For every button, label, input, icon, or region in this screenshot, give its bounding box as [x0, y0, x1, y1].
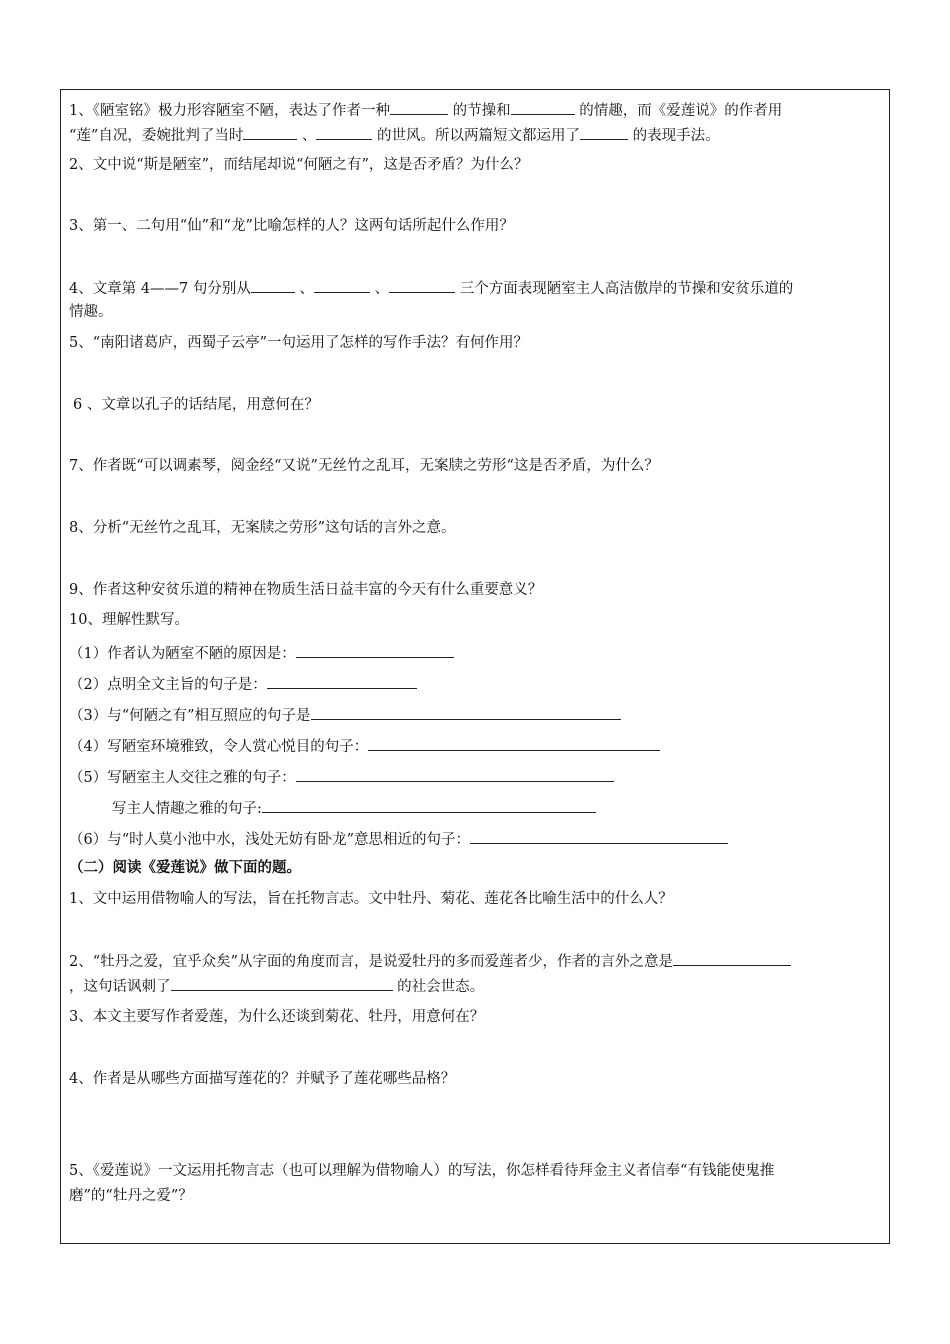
question-text: “莲”自况，委婉批判了当时 [69, 128, 244, 144]
question-text: 的节操和 [452, 103, 511, 119]
question-text: （6）与“时人莫小池中水，浅处无妨有卧龙”意思相近的句子： [69, 832, 471, 848]
question-9: 9、作者这种安贫乐道的精神在物质生活日益丰富的今天有什么重要意义？ [69, 582, 543, 598]
section-2-question-2-line-1 [69, 950, 791, 972]
question-4-line-1 [69, 277, 793, 299]
question-10: 10、理解性默写。 [69, 612, 189, 628]
section-2-question-2-line-2 [69, 975, 484, 997]
answer-blank[interactable] [262, 797, 596, 813]
question-text: （3）与“何陋之有”相互照应的句子是 [69, 708, 311, 724]
answer-blank[interactable] [389, 277, 455, 293]
question-7: 7、作者既“可以调素琴，阅金经“又说”无丝竹之乱耳，无案牍之劳形“这是否矛盾，为什么？ [69, 458, 659, 474]
question-text: （1）作者认为陋室不陋的原因是： [69, 646, 296, 662]
question-10-1 [69, 642, 454, 664]
answer-blank[interactable] [314, 277, 370, 293]
answer-blank[interactable] [171, 975, 393, 991]
question-10-5 [69, 766, 614, 788]
question-8: 8、分析“无丝竹之乱耳，无案牍之劳形”这句话的言外之意。 [69, 520, 456, 536]
question-text: 的表现手法。 [632, 128, 720, 144]
question-10-2 [69, 673, 417, 695]
answer-blank[interactable] [390, 99, 448, 115]
section-2-question-5-line-1: 5、《爱莲说》一文运用托物言志（也可以理解为借物喻人）的写法，你怎样看待拜金主义者信奉“有钱能使鬼推 [69, 1163, 775, 1179]
section-2-question-5-line-2: 磨”的“牡丹之爱”？ [69, 1188, 193, 1204]
question-10-6 [69, 828, 728, 850]
question-text: 的世风。所以两篇短文都运用了 [377, 128, 581, 144]
answer-blank[interactable] [470, 828, 728, 844]
question-text: 、 [301, 128, 317, 144]
section-2-question-4: 4、作者是从哪些方面描写莲花的？并赋予了莲花哪些品格？ [69, 1071, 456, 1087]
answer-blank[interactable] [311, 704, 621, 720]
answer-blank[interactable] [243, 124, 297, 140]
answer-blank[interactable] [267, 673, 417, 689]
section-2-question-3: 3、本文主要写作者爱莲，为什么还谈到菊花、牡丹，用意何在？ [69, 1009, 485, 1025]
answer-blank[interactable] [673, 950, 791, 966]
question-text: ，这句话讽刺了 [69, 979, 171, 995]
answer-blank[interactable] [296, 642, 454, 658]
answer-blank[interactable] [251, 277, 295, 293]
question-10-5b [112, 797, 596, 819]
answer-blank[interactable] [511, 99, 575, 115]
question-text: 的情趣，而《爱莲说》的作者用 [579, 103, 783, 119]
question-text: 三个方面表现陋室主人高洁傲岸的节操和安贫乐道的 [459, 281, 794, 297]
question-1-line-1 [69, 99, 782, 121]
question-text: 2、“牡丹之爱，宜乎众矣”从字面的角度而言，是说爱牡丹的多而爱莲者少，作者的言外之意是 [69, 954, 674, 970]
question-2: 2、文中说“斯是陋室”，而结尾却说“何陋之有”，这是否矛盾？为什么？ [69, 157, 529, 173]
answer-blank[interactable] [580, 124, 628, 140]
question-10-3 [69, 704, 621, 726]
question-text: （5）写陋室主人交往之雅的句子： [69, 770, 296, 786]
section-2-heading: （二）阅读《爱莲说》做下面的题。 [69, 859, 301, 876]
question-text: （4）写陋室环境雅致，令人赏心悦目的句子： [69, 739, 369, 755]
answer-blank[interactable] [368, 735, 660, 751]
question-4-line-2: 情趣。 [69, 304, 113, 320]
question-text: 、 [374, 281, 390, 297]
question-text: （2）点明全文主旨的句子是： [69, 677, 267, 693]
question-10-4 [69, 735, 660, 757]
question-5: 5、“南阳诸葛庐，西蜀子云亭”一句运用了怎样的写作手法？有何作用？ [69, 335, 529, 351]
answer-blank[interactable] [316, 124, 372, 140]
question-text: 、 [299, 281, 315, 297]
question-text: 4、文章第 4——7 句分别从 [69, 281, 251, 297]
question-text: 1、《陋室铭》极力形容陋室不陋，表达了作者一种 [69, 103, 390, 119]
answer-blank[interactable] [296, 766, 614, 782]
question-text: 的社会世态。 [397, 979, 485, 995]
question-3: 3、第一、二句用“仙”和“龙”比喻怎样的人？这两句话所起什么作用？ [69, 218, 514, 234]
worksheet-frame [60, 89, 890, 1244]
section-2-question-1: 1、文中运用借物喻人的写法，旨在托物言志。文中牡丹、菊花、莲花各比喻生活中的什么人？ [69, 891, 673, 907]
question-6: 6 、文章以孔子的话结尾，用意何在？ [73, 397, 319, 413]
question-1-line-2 [69, 124, 720, 146]
question-text: 写主人情趣之雅的句子: [112, 801, 262, 817]
